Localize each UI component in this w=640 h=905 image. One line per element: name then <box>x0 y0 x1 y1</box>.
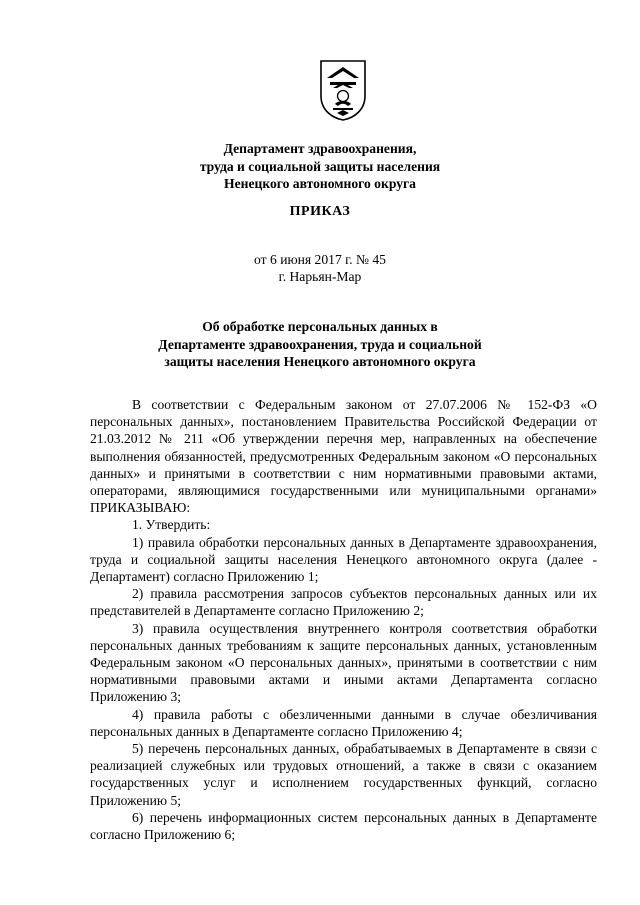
item-1-paragraph: 1. Утвердить: <box>132 517 211 533</box>
subitem-4-paragraph: 4) правила работы с обезличенными данными в случае обезличивания персональных данных в Департаменте согласно Приложению 4; <box>90 706 597 739</box>
department-line: Департамент здравоохранения, <box>223 141 417 156</box>
title-line: защиты населения Ненецкого автономного округа <box>164 354 476 369</box>
subitem-2-paragraph: 2) правила рассмотрения запросов субъектов персональных данных или их представителей в Департаменте согласно Приложению 2; <box>90 586 597 619</box>
document-type: ПРИКАЗ <box>289 204 351 219</box>
department-line: труда и социальной защиты населения <box>199 158 441 174</box>
emblem-shield-icon <box>318 58 368 122</box>
subitem-3-paragraph: 3) правила осуществления внутреннего контроля соответствия обработки персональных данных требованиям к защите персональных данных, установленным Федеральным законом «О персональных данных», принятыми в соответствии с ним нормативными правовыми актами и иными актами Департамента согласно Приложению 3; <box>90 620 597 705</box>
document-title <box>0 318 640 371</box>
department-line: Ненецкого автономного округа <box>224 176 416 191</box>
subitem-5-paragraph: 5) перечень персональных данных, обрабатываемых в Департаменте в связи с реализацией служебных или трудовых отношений, а также в связи с оказанием государственных услуг и исполнением государственных функций, согласно Приложению 5; <box>90 741 597 808</box>
title-line: Об обработке персональных данных в <box>202 319 438 334</box>
subitem-1-paragraph: 1) правила обработки персональных данных в Департаменте здравоохранения, труда и социальной защиты населения Ненецкого автономного округа (далее - Департамент) согласно Приложению 1; <box>90 534 597 585</box>
document-body <box>90 396 597 843</box>
coat-of-arms-emblem <box>318 58 368 122</box>
subitem-6-paragraph: 6) перечень информационных систем персональных данных в Департаменте согласно Приложению 6; <box>90 809 597 843</box>
date-and-place <box>0 251 640 285</box>
date-number-line: от 6 июня 2017 г. № 45 <box>254 252 386 267</box>
department-name <box>0 140 640 193</box>
place-line: г. Нарьян-Мар <box>278 269 362 284</box>
preamble-paragraph: В соответствии с Федеральным законом от 27.07.2006 № 152-ФЗ «О персональных данных», постановлением Правительства Российской Федерации от 21.03.2012 № 211 «Об утверждении перечня мер, направленных на обеспечение выполнения обязанностей, предусмотренных Федеральным законом «О персональных данных» и принятыми в соответствии с ним нормативными правовыми актами, операторами, являющимися государственными или муниципальными органами» ПРИКАЗЫВАЮ: <box>90 397 597 516</box>
title-line: Департаменте здравоохранения, труда и социальной <box>158 336 482 352</box>
